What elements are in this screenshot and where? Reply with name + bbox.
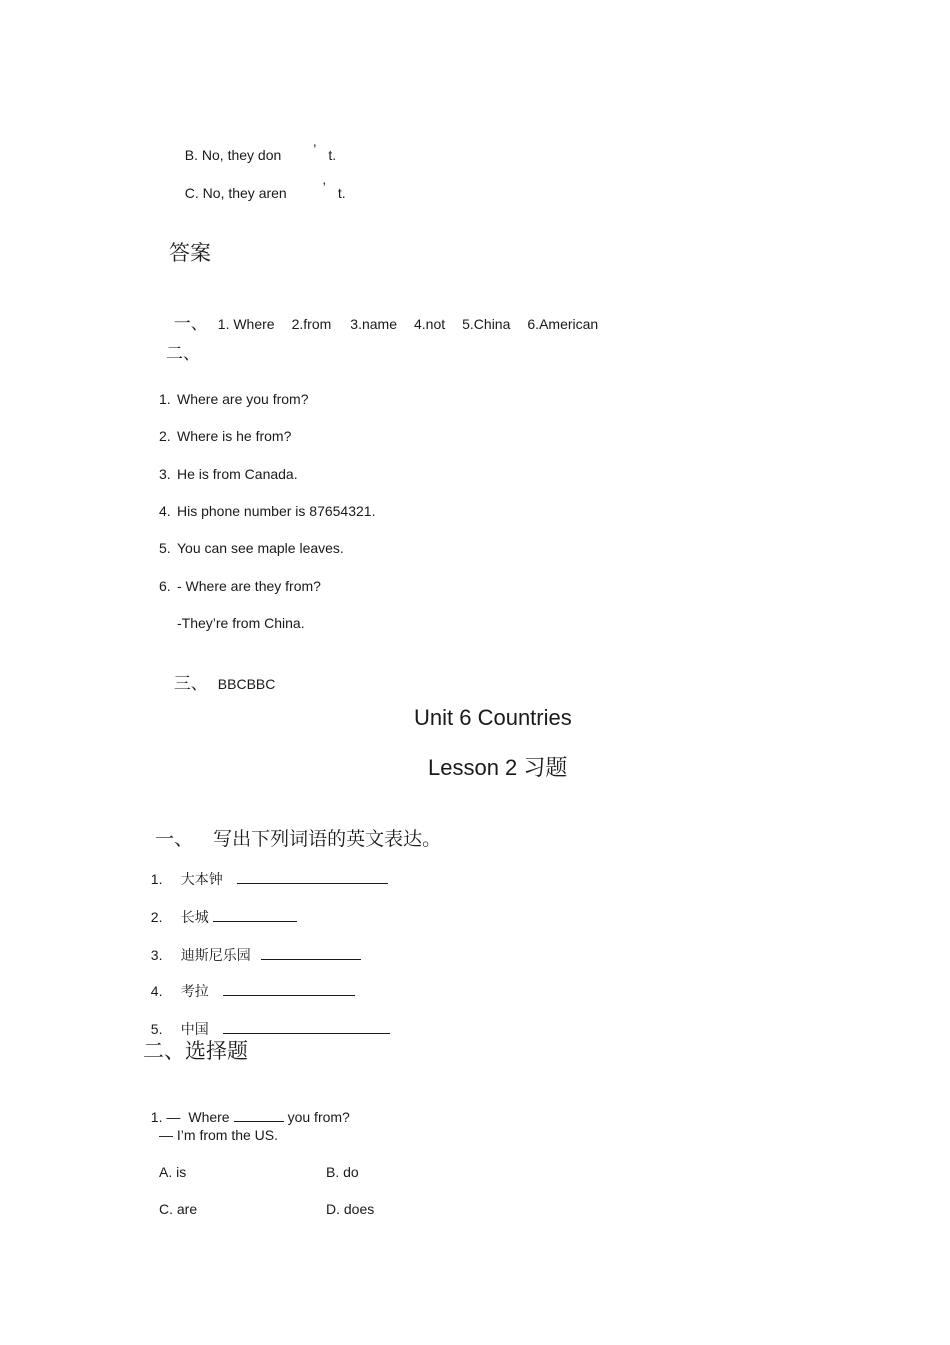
option-b [177, 128, 336, 164]
question-1-prompt-a: Where [188, 1109, 230, 1125]
question-1-reply: — I’m from the US. [159, 1127, 279, 1143]
answer-num: 2. [159, 428, 171, 444]
vocab-item [143, 851, 388, 889]
vocab-word: 考拉 [180, 984, 209, 1000]
unit-title: Unit 6 Countries [414, 705, 572, 730]
answers-part3-text: BBCBBC [217, 676, 276, 692]
answer-line [159, 502, 375, 520]
answer-line [159, 390, 309, 408]
answers-part1-marker: 一、 [173, 314, 208, 334]
answers-part2-marker: 二、 [166, 344, 200, 364]
answers-part1-item: 5.China [462, 316, 511, 332]
answer-num: 1. [159, 391, 171, 407]
answer-num: 3. [159, 466, 171, 482]
answers-title: 答案 [169, 241, 211, 265]
answers-part3 [166, 657, 275, 693]
choice-option[interactable]: C. are [159, 1201, 198, 1217]
question-1-blank[interactable] [234, 1107, 284, 1122]
answer-text: His phone number is 87654321. [177, 503, 376, 519]
answers-part1-item: 3.name [350, 316, 397, 332]
answer-text: Where are you from? [177, 391, 309, 407]
question-1 [143, 1089, 350, 1126]
option-c-text: C. No, they aren [184, 185, 287, 201]
vocab-num: 4. [150, 983, 163, 999]
vocab-num: 3. [150, 947, 163, 963]
answers-part1-item: 6.American [527, 316, 599, 332]
lesson-title: Lesson 2 习题 [428, 755, 568, 780]
section1-title: 写出下列词语的英文表达。 [213, 828, 442, 850]
vocab-item [143, 963, 355, 1001]
section1-heading [143, 803, 441, 851]
answer-text: - Where are they from? [177, 578, 321, 594]
vocab-word: 中国 [180, 1022, 209, 1038]
answers-part1-item: 1. Where [217, 316, 275, 332]
section2-title: 二、选择题 [143, 1039, 248, 1063]
question-1-num: 1. — [150, 1109, 181, 1125]
answer-blank[interactable] [223, 1019, 390, 1034]
answer-num: 5. [159, 540, 171, 556]
answer-blank[interactable] [261, 945, 361, 960]
option-c-apostrophe: ’ [322, 179, 326, 195]
vocab-num: 5. [150, 1021, 163, 1037]
answer-blank[interactable] [223, 981, 355, 996]
answers-part1 [166, 297, 598, 333]
vocab-item [143, 889, 297, 927]
vocab-item [143, 927, 361, 965]
answer-blank[interactable] [213, 907, 297, 922]
choice-option[interactable]: B. do [326, 1164, 359, 1180]
answer-text: Where is he from? [177, 428, 292, 444]
section1-marker: 一、 [155, 828, 194, 850]
choice-option[interactable]: A. is [159, 1164, 187, 1180]
answer-text: He is from Canada. [177, 466, 298, 482]
question-1-prompt-b: you from? [287, 1109, 350, 1125]
answer-line [159, 577, 321, 595]
answer-reply: -They’re from China. [177, 615, 305, 631]
vocab-item [143, 1001, 390, 1039]
vocab-num: 2. [150, 909, 163, 925]
vocab-word: 迪斯尼乐园 [180, 948, 251, 964]
option-b-apostrophe: ’ [313, 141, 317, 157]
option-b-text: B. No, they don [184, 147, 282, 163]
answers-part1-item: 2.from [291, 316, 332, 332]
answer-num: 6. [159, 578, 171, 594]
answers-part1-item: 4.not [413, 316, 446, 332]
vocab-word: 大本钟 [180, 872, 223, 888]
choice-option[interactable]: D. does [326, 1201, 375, 1217]
answer-blank[interactable] [237, 869, 388, 884]
vocab-word: 长城 [180, 910, 209, 926]
answer-text: You can see maple leaves. [177, 540, 344, 556]
option-b-end: t. [328, 147, 337, 163]
answers-part3-marker: 三、 [173, 674, 208, 694]
vocab-num: 1. [150, 871, 163, 887]
answer-line [159, 539, 344, 557]
option-c-end: t. [337, 185, 346, 201]
answer-num: 4. [159, 503, 171, 519]
option-c [177, 166, 346, 202]
answer-line [159, 465, 298, 483]
answer-line [159, 427, 291, 445]
